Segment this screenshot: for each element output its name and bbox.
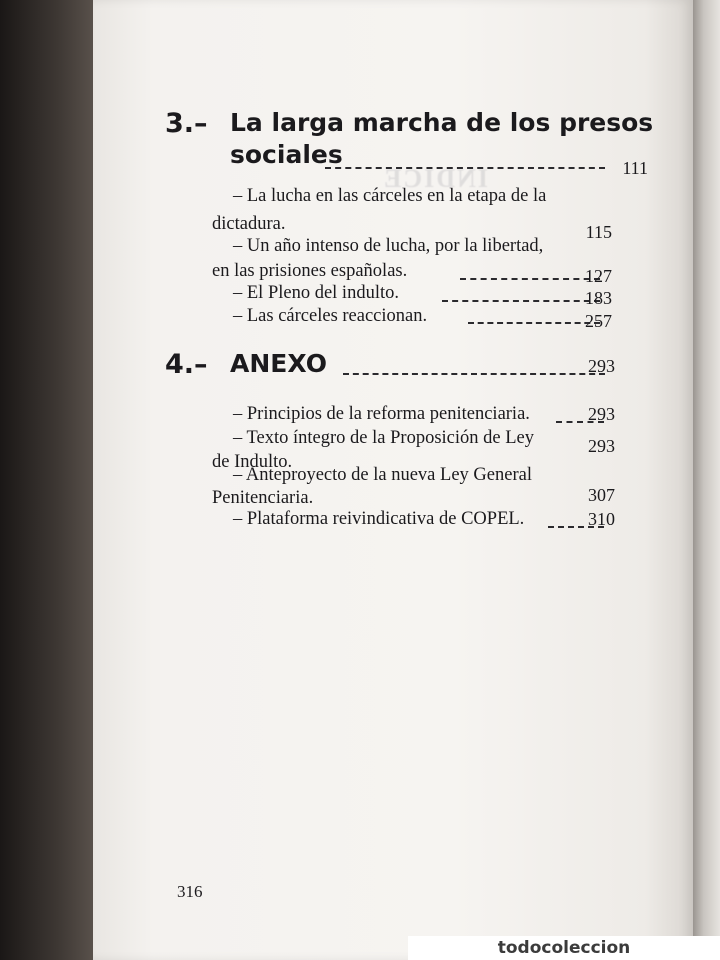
entry-4-3-line2: Penitenciaria. — [212, 488, 314, 508]
facing-page-edge — [693, 0, 720, 960]
show-through-text: INDICE — [382, 164, 488, 193]
section-3-page: 111 — [622, 158, 648, 178]
entry-3-3-page: 183 — [585, 288, 612, 308]
watermark: todocoleccion — [408, 936, 720, 960]
entry-3-1-line1: – La lucha en las cárceles en la etapa de la — [233, 186, 547, 206]
page-number: 316 — [177, 882, 203, 901]
section-3-number: 3.– — [165, 108, 208, 139]
entry-3-1-line2: dictadura. — [212, 214, 286, 234]
entry-4-3-page: 307 — [588, 485, 615, 505]
book-spine-shadow — [0, 0, 95, 960]
leader-dots — [325, 167, 605, 169]
entry-3-2-line1: – Un año intenso de lucha, por la libertad, — [233, 236, 544, 256]
entry-4-2-line1: – Texto íntegro de la Proposición de Ley — [233, 428, 534, 448]
entry-4-1-page: 293 — [588, 404, 615, 424]
entry-3-2-line2: en las prisiones españolas. — [212, 261, 408, 281]
entry-3-1-page: 115 — [585, 222, 612, 242]
entry-4-1-line1: – Principios de la reforma penitenciaria. — [233, 404, 530, 424]
entry-3-3-line1: – El Pleno del indulto. — [233, 283, 399, 303]
entry-4-4-line1: – Plataforma reivindicativa de COPEL. — [233, 509, 525, 529]
entry-3-4-page: 257 — [585, 311, 612, 331]
section-3-title-line1: La larga marcha de los presos — [230, 108, 654, 137]
entry-3-2-page: 127 — [585, 266, 612, 286]
entry-4-2-line2: de Indulto. — [212, 452, 293, 472]
entry-4-3-line1: – Anteproyecto de la nueva Ley General — [233, 465, 532, 485]
section-4-number: 4.– — [165, 349, 208, 380]
entry-4-2-page: 293 — [588, 436, 615, 456]
section-4-page: 293 — [588, 356, 615, 376]
section-4-title: ANEXO — [230, 349, 327, 378]
section-3-title-line2: sociales — [230, 140, 343, 169]
entry-4-4-page: 310 — [588, 509, 615, 529]
entry-3-4-line1: – Las cárceles reaccionan. — [233, 306, 428, 326]
